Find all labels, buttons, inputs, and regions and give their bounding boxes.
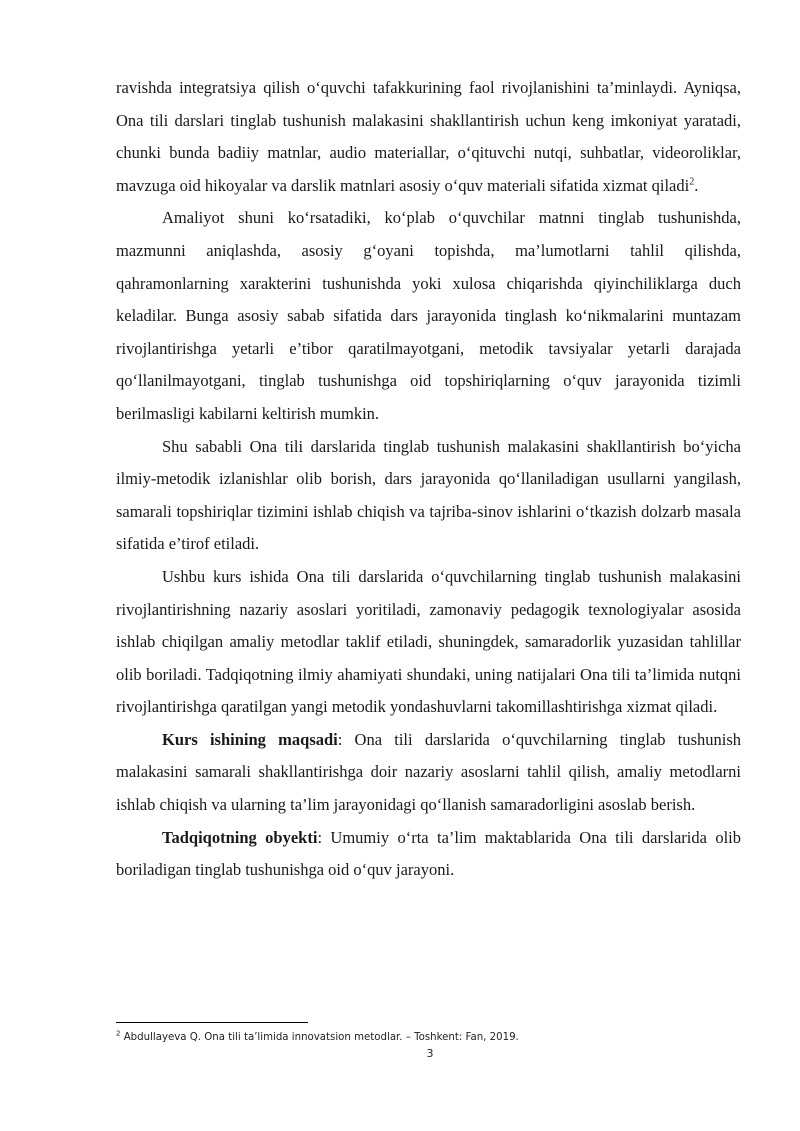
paragraph-1-end: . [694, 175, 699, 195]
paragraph-4: Ushbu kurs ishida Ona tili darslarida o‘quvchilarning tinglab tushunish malakasini rivojlantirishning nazariy asoslari yoritiladi, zamonaviy pedagogik texnologiyalar asosida ishlab chiqilgan amaliy metodlar taklif etiladi, shuningdek, samaradorlik yuzasidan tahlillar olib boriladi. Tadqiqotning ilmiy ahamiyati shundaki, uning natijalari Ona tili ta’limida nutqni rivojlantirishga qaratilgan yangi metodik yondashuvlarni takomillashtirishga xizmat qiladi. [116, 566, 741, 717]
body-text [116, 72, 741, 887]
goal-text: : Ona tili darslarida o‘quvchilarning tinglab tushunish malakasini samarali shakllantirishga doir nazariy asoslarni tahlil qilish, amaliy metodlarni ishlab chiqish va ularning ta’lim jarayonidagi qo‘llanish samaradorligini asoslab berish. [116, 729, 741, 815]
object-text: : Umumiy o‘rta ta’lim maktablarida Ona tili darslarida olib boriladigan tinglab tushunishga oid o‘quv jarayoni. [116, 827, 741, 880]
paragraph-2: Amaliyot shuni ko‘rsatadiki, ko‘plab o‘quvchilar matnni tinglab tushunishda, mazmunni aniqlashda, asosiy g‘oyani topishda, ma’lumotlarni tahlil qilishda, qahramonlarning xarakterini tushunishda yoki xulosa chiqarishda qiyinchiliklarga duch keladilar. Bunga asosiy sabab sifatida dars jarayonida tinglash ko‘nikmalarini muntazam rivojlantirishga yetarli e’tibor qaratilmayotgani, metodik tavsiyalar yetarli darajada qo‘llanilmayotgani, tinglab tushunishga oid topshiriqlarning o‘quv jarayonida tizimli berilmasligi kabilarni keltirish mumkin. [116, 208, 741, 423]
paragraph-goal [116, 724, 741, 822]
paragraph-1 [116, 72, 741, 202]
footnote-text: Abdullayeva Q. Ona tili ta’limida innovatsion metodlar. – Toshkent: Fan, 2019. [120, 1032, 519, 1043]
paragraph-object [116, 822, 741, 887]
page-number: 3 [426, 1047, 434, 1060]
footnote-separator [116, 1022, 308, 1023]
footnote [116, 1031, 741, 1045]
paragraph-1-text: ravishda integratsiya qilish o‘quvchi tafakkurining faol rivojlanishini ta’minlaydi. Ayniqsa, Ona tili darslari tinglab tushunish malakasini shakllantirish uchun keng imkoniyat yaratadi, chunki bunda badiiy matnlar, audio materiallar, o‘qituvchi nutqi, suhbatlar, videoroliklar, mavzuga oid hikoyalar va darslik matnlari asosiy o‘quv materiali sifatida xizmat qiladi [116, 78, 741, 195]
goal-heading: Kurs ishining maqsadi [162, 729, 338, 749]
footnote-number: 2 [116, 1029, 121, 1038]
footnote-reference[interactable]: 2 [689, 176, 695, 188]
object-heading: Tadqiqotning obyekti [162, 827, 318, 847]
paragraph-3: Shu sababli Ona tili darslarida tinglab tushunish malakasini shakllantirish bo‘yicha ilmiy-metodik izlanishlar olib borish, dars jarayonida qo‘llaniladigan usullarni yangilash, samarali topshiriqlar tizimini ishlab chiqish va tajriba-sinov ishlarini o‘tkazish dolzarb masala sifatida e’tirof etiladi. [116, 436, 741, 554]
